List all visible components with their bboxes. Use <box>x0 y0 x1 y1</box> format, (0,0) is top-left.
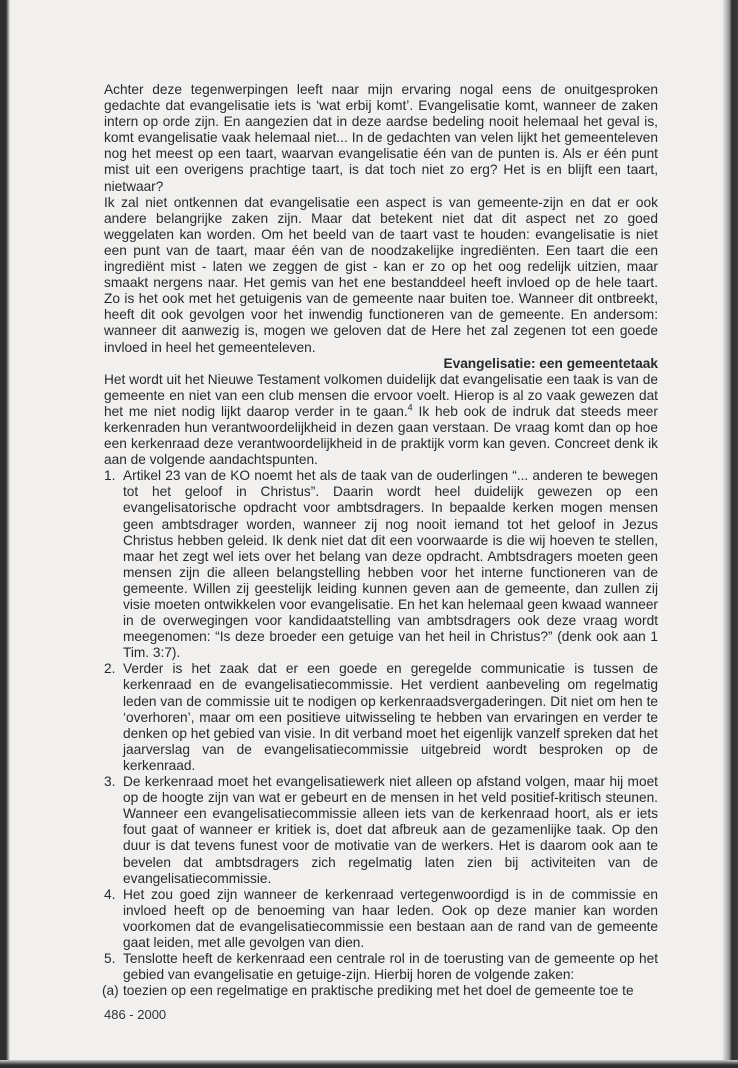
page-number: 486 - 2000 <box>104 1007 167 1022</box>
scan-edge-right <box>722 0 738 1068</box>
page-body <box>104 82 658 999</box>
list-item-number: 1. <box>104 468 116 484</box>
list-item-number: 4. <box>104 886 116 902</box>
list-item-text: De kerkenraad moet het evangelisatiewerk niet alleen op afstand volgen, maar hij moet op de hoogte zijn van wat er gebeurt en de mensen in het veld positief-kritisch steunen. Wanneer een evangelisatiecommissie alleen iets van de kerkenraad hoort, als er iets fout gaat of wanneer er kritiek is, doet dat afbreuk aan de gezamenlijke taak. Op den duur is dat tevens funest voor de motivatie van de werkers. Het is daarom ook aan te bevelen dat ambtsdragers zich regelmatig laten zien bij activiteiten van de evangelisatiecommissie. <box>123 774 658 886</box>
scan-edge-bottom <box>0 1060 738 1068</box>
paragraph-3-part-b: Ik heb ook de indruk dat steeds meer kerkenraden hun verantwoordelijkheid in dezen gaan verstaan. De vraag komt dan op hoe een kerkenraad deze verantwoordelijkheid in de praktijk vorm kan geven. Concreet denk ik aan de volgende aandachtspunten. <box>104 403 658 468</box>
paragraph-3-part-a: Het wordt uit het Nieuwe Testament volkomen duidelijk dat evangelisatie een taak is van de gemeente en niet van een club mensen die ervoor voelt. Hierop is al zo vaak gewezen dat het me niet nodig lijkt daarop verder in te gaan. <box>104 371 658 419</box>
scan-edge-left <box>0 0 10 1068</box>
list-item <box>104 774 658 887</box>
list-item-text: Artikel 23 van de KO noemt het als de taak van de ouderlingen “... anderen te bewegen tot het geloof in Christus”. Daarin wordt heel duidelijk gewezen op een evangelisatorische opdracht voor ambtsdragers. In bepaalde kerken mogen mensen geen ambtsdrager worden, wanneer zij nog nooit iemand tot het geloof in Jezus Christus hebben geleid. Ik denk niet dat dit een voorwaarde is die wij hoeven te stellen, maar het zegt wel iets over het belang van deze opdracht. Ambtsdragers moeten geen mensen zijn die alleen belangstelling hebben voor het interne functioneren van de gemeente. Willen zij geestelijk leiding kunnen geven aan de gemeente, dan zullen zij visie moeten ontwikkelen voor evangelisatie. En het kan helemaal geen kwaad wanneer in de overwegingen voor kandidaatstelling van ambtsdragers ook deze vraag wordt meegenomen: “Is deze broeder een getuige van het heil in Christus?” (denk ook aan 1 Tim. 3:7). <box>123 468 658 661</box>
action-points-list <box>104 468 658 983</box>
sub-list-item <box>104 983 658 999</box>
list-item <box>104 951 658 983</box>
list-item-text: Tenslotte heeft de kerkenraad een centrale rol in de toerusting van de gemeente op het gebied van evangelisatie en getuige-zijn. Hierbij horen de volgende zaken: <box>123 951 658 983</box>
list-item <box>104 661 658 774</box>
list-item-number: 2. <box>104 661 116 677</box>
sub-list-item-text: toezien op een regelmatige en praktische prediking met het doel de gemeente toe te <box>123 983 634 999</box>
list-item-number: 5. <box>104 951 116 967</box>
paragraph-3 <box>104 372 658 469</box>
list-item-text: Verder is het zaak dat er een goede en geregelde communicatie is tussen de kerkenraad en de evangelisatiecommissie. Het verdient aanbeveling om regelmatig leden van de commissie uit te nodigen op kerkenraadsvergaderingen. Dit niet om hen te ‘overhoren’, maar om een positieve uitwisseling te hebben van ervaringen en verder te denken op het gebied van visie. In dit verband moet het eigenlijk vanzelf spreken dat het jaarverslag van de evangelisatiecommissie uitgebreid wordt besproken op de kerkenraad. <box>123 661 658 773</box>
list-item <box>104 887 658 951</box>
section-heading: Evangelisatie: een gemeentetaak <box>443 355 658 371</box>
list-item-text: Het zou goed zijn wanneer de kerkenraad vertegenwoordigd is in de commissie en invloed heeft op de benoeming van haar leden. Ook op deze manier kan worden voorkomen dat de evangelisatiecommissie een bestaan aan de rand van de gemeente gaat leiden, met alle gevolgen van dien. <box>123 886 658 950</box>
footnote-ref: 4 <box>407 402 413 413</box>
sub-list-item-label: (a) <box>102 983 119 999</box>
paragraph-1: Achter deze tegenwerpingen leeft naar mijn ervaring nogal eens de onuitgesproken gedachte dat evangelisatie iets is ‘wat erbij komt’. Evangelisatie komt, wanneer de zaken intern op orde zijn. En aangezien dat in deze aardse bedeling nooit helemaal het geval is, komt evangelisatie vaak helemaal niet... In de gedachten van velen lijkt het gemeenteleven nog het meest op een taart, waarvan evangelisatie één van de punten is. Als er één punt mist uit een overigens prachtige taart, is dat toch niet zo erg? Het is en blijft een taart, nietwaar? <box>104 82 658 194</box>
list-item <box>104 468 658 661</box>
list-item-number: 3. <box>104 774 116 790</box>
paragraph-2: Ik zal niet ontkennen dat evangelisatie een aspect is van gemeente-zijn en dat er ook andere belangrijke zaken zijn. Maar dat betekent niet dat dit aspect net zo goed weggelaten kan worden. Om het beeld van de taart vast te houden: evangelisatie is niet een punt van de taart, maar één van de noodzakelijke ingrediënten. Een taart die een ingrediënt mist - laten we zeggen de gist - kan er zo op het oog redelijk uitzien, maar smaakt nergens naar. Het gemis van het ene bestanddeel heeft invloed op de hele taart. Zo is het ook met het getuigenis van de gemeente naar buiten toe. Wanneer dit ontbreekt, heeft dit ook gevolgen voor het inwendig functioneren van de gemeente. En andersom: wanneer dit aanwezig is, mogen we geloven dat de Here het zal zegenen tot een goede invloed in heel het gemeenteleven. <box>104 194 658 355</box>
